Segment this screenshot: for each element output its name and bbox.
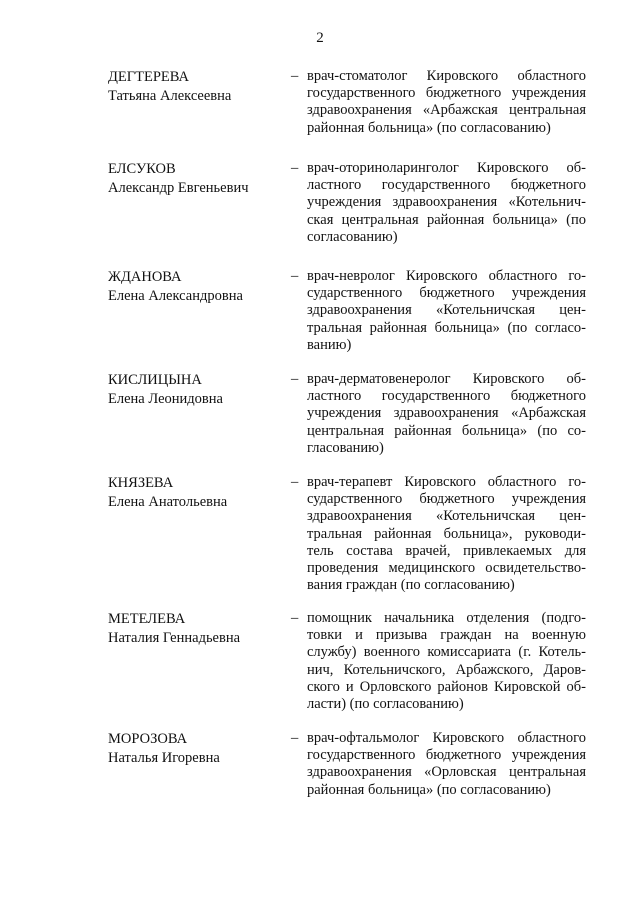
member-position-description [307,160,586,246]
entry-dash: – [291,268,299,284]
member-position-description [307,730,586,799]
description-line: тель состава врачей, привлекаемых для [307,542,586,559]
description-line: ластного государственного бюджетного [307,177,586,194]
member-surname: ЕЛСУКОВ [108,161,176,177]
description-line: врач-офтальмолог Кировского областного [307,730,586,746]
entry-dash: – [291,68,299,84]
description-line: ванию) [307,336,352,353]
member-given-names: Наталья Игоревна [108,750,220,766]
description-line: районная больница» (по согласованию) [307,119,551,136]
description-line: товки и призыва граждан на военную [307,627,586,644]
description-line: сударственного бюджетного учреждения [307,285,586,302]
member-position-description [307,371,586,457]
description-line: ласти) (по согласованию) [307,695,464,712]
description-line: врач-невролог Кировского областного го- [307,268,586,284]
entry-dash: – [291,160,299,176]
description-line: районная больница» (по согласованию) [307,781,551,798]
member-position-description [307,68,586,137]
entry-dash: – [291,474,299,490]
member-given-names: Елена Леонидовна [108,391,223,407]
member-surname: КИСЛИЦЫНА [108,372,202,388]
description-line: здравоохранения «Арбажская центральная [307,102,586,119]
description-line: здравоохранения «Котельничская цен- [307,508,586,525]
description-line: службу) военного комиссариата (г. Котель- [307,644,586,661]
member-name [108,610,288,648]
member-position-description [307,268,586,354]
member-given-names: Александр Евгеньевич [108,180,249,196]
description-line: врач-оториноларинголог Кировского об- [307,160,586,176]
description-line: проведения медицинского освидетельство- [307,559,586,576]
description-line: здравоохранения «Орловская центральная [307,764,586,781]
description-line: помощник начальника отделения (подго- [307,610,586,626]
description-line: гласованию) [307,439,384,456]
description-line: учреждения здравоохранения «Арбажская [307,405,586,422]
member-surname: ДЕГТЕРЕВА [108,69,189,85]
member-name [108,371,288,409]
member-name [108,474,288,512]
description-line: сударственного бюджетного учреждения [307,491,586,508]
description-line: государственного бюджетного учреждения [307,747,586,764]
description-line: тральная районная больница», руководи- [307,525,586,542]
page-number: 2 [316,30,324,46]
description-line: здравоохранения «Котельничская цен- [307,302,586,319]
member-name [108,160,288,198]
description-line: врач-дерматовенеролог Кировского об- [307,371,586,387]
member-given-names: Елена Анатольевна [108,494,228,510]
description-line: нич, Котельничского, Арбажского, Даров- [307,661,586,678]
description-line: государственного бюджетного учреждения [307,85,586,102]
member-given-names: Наталия Геннадьевна [108,630,241,646]
member-surname: МОРОЗОВА [108,731,188,747]
description-line: центральная районная больница» (по со- [307,422,586,439]
member-name [108,268,288,306]
entry-dash: – [291,371,299,387]
member-surname: МЕТЕЛЕВА [108,611,186,627]
member-surname: ЖДАНОВА [108,269,182,285]
description-line: врач-терапевт Кировского областного го- [307,474,586,490]
member-position-description [307,610,586,713]
member-position-description [307,474,586,594]
description-line: учреждения здравоохранения «Котельнич- [307,194,586,211]
description-line: согласованию) [307,228,398,245]
description-line: врач-стоматолог Кировского областного [307,68,586,84]
member-given-names: Елена Александровна [108,288,243,304]
description-line: ская центральная районная больница» (по [307,211,586,228]
description-line: ластного государственного бюджетного [307,388,586,405]
member-name [108,730,288,768]
description-line: тральная районная больница» (по согласо- [307,319,586,336]
member-given-names: Татьяна Алексеевна [108,88,232,104]
entry-dash: – [291,610,299,626]
description-line: вания граждан (по согласованию) [307,577,515,594]
member-surname: КНЯЗЕВА [108,475,174,491]
member-name [108,68,288,106]
description-line: ского и Орловского районов Кировской об- [307,678,586,695]
entry-dash: – [291,730,299,746]
